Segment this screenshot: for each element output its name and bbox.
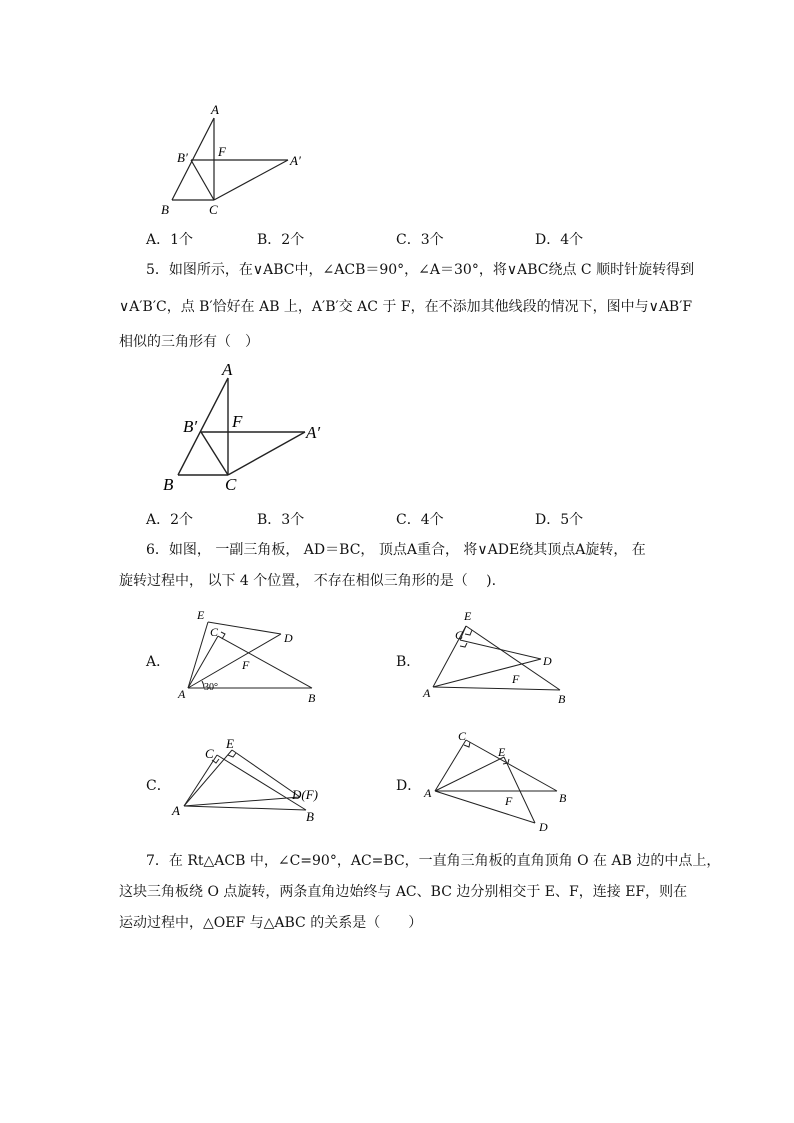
- q7-line-2: 这块三角板绕 O 点旋转，两条直角边始终与 AC、BC 边分别相交于 E、F，连接 EF，则在: [119, 884, 688, 900]
- q6-line-1: 6．如图， 一副三角板， AD＝BC， 顶点A重合， 将∨ADE绕其顶点A旋转， 在: [146, 542, 646, 558]
- q6-option-c-label: C．: [146, 778, 171, 794]
- figc-label-a: A: [172, 803, 180, 818]
- figa-angle-label: 30°: [204, 682, 218, 693]
- figa-label-a: A: [178, 687, 186, 701]
- fig1-label-c: C: [209, 202, 218, 217]
- figd-label-f: F: [505, 794, 513, 808]
- figa-label-c: C: [210, 625, 219, 639]
- figd-label-b: B: [559, 791, 567, 805]
- fig1-label-ap: A′: [290, 153, 301, 168]
- figb-label-e: E: [464, 609, 472, 623]
- q7-line-1: 7．在 Rt△ACB 中，∠C=90°，AC=BC，一直角三角板的直角顶角 O 在 AB 边的中点上，: [146, 853, 721, 869]
- q6-option-d-label: D．: [396, 778, 422, 794]
- figc-label-b: B: [306, 809, 314, 824]
- figa-label-b: B: [308, 691, 316, 705]
- figure-q6-c: [170, 730, 340, 825]
- fig2-label-a: A: [222, 360, 233, 379]
- fig1-label-bp: B′: [177, 150, 188, 165]
- q4-option-a: A．1个: [146, 232, 194, 248]
- figd-label-e: E: [498, 745, 506, 759]
- figd-label-a: A: [424, 786, 432, 800]
- fig2-label-ap: A′: [306, 423, 321, 442]
- q5-option-a: A．2个: [146, 512, 194, 528]
- figb-label-b: B: [558, 692, 566, 706]
- figure-q6-d: [420, 725, 580, 837]
- fig2-label-f: F: [232, 412, 243, 431]
- q6-option-b-label: B．: [396, 654, 421, 670]
- figb-label-a: A: [423, 686, 431, 700]
- fig2-label-b: B: [163, 475, 174, 494]
- q5-line-2: ∨A′B′C，点 B′恰好在 AB 上，A′B′交 AC 于 F，在不添加其他线段的情况下，图中与∨AB′F: [119, 299, 693, 315]
- figure-q4: [150, 95, 340, 220]
- q4-option-c: C．3个: [396, 232, 444, 248]
- q4-option-b: B．2个: [257, 232, 305, 248]
- figd-label-d: D: [539, 820, 548, 834]
- q5-line-1: 5．如图所示，在∨ABC中，∠ACB＝90°，∠A＝30°，将∨ABC绕点 C 顺时针旋转得到: [146, 262, 695, 278]
- figd-label-c: C: [458, 729, 467, 743]
- figa-label-e: E: [197, 608, 205, 622]
- figc-label-c: C: [205, 746, 214, 761]
- fig2-label-c: C: [225, 475, 237, 494]
- fig1-label-b: B: [161, 202, 169, 217]
- figa-label-d: D: [284, 631, 293, 645]
- figc-label-df: D(F): [292, 787, 318, 802]
- q6-option-a-label: A．: [146, 654, 171, 670]
- figa-label-f: F: [242, 658, 250, 672]
- fig1-label-f: F: [218, 144, 226, 159]
- fig1-label-a: A: [211, 102, 219, 117]
- fig2-label-bp: B′: [183, 417, 198, 436]
- q5-option-c: C．4个: [396, 512, 444, 528]
- figure-q5: [150, 355, 350, 500]
- figure-q6-b: [420, 605, 580, 710]
- figure-q6-a: [175, 605, 335, 710]
- q5-line-3: 相似的三角形有（ ）: [119, 334, 259, 350]
- q4-option-d: D．4个: [535, 232, 584, 248]
- q5-option-d: D．5个: [535, 512, 584, 528]
- q7-line-3: 运动过程中，△OEF 与△ABC 的关系是（ ）: [119, 915, 423, 931]
- figb-label-c: C: [455, 628, 464, 642]
- figc-label-e: E: [226, 736, 234, 751]
- figb-label-f: F: [512, 672, 520, 686]
- figb-label-d: D: [543, 654, 552, 668]
- q5-option-b: B．3个: [257, 512, 305, 528]
- q6-line-2: 旋转过程中， 以下 4 个位置， 不存在相似三角形的是（ ).: [119, 573, 497, 589]
